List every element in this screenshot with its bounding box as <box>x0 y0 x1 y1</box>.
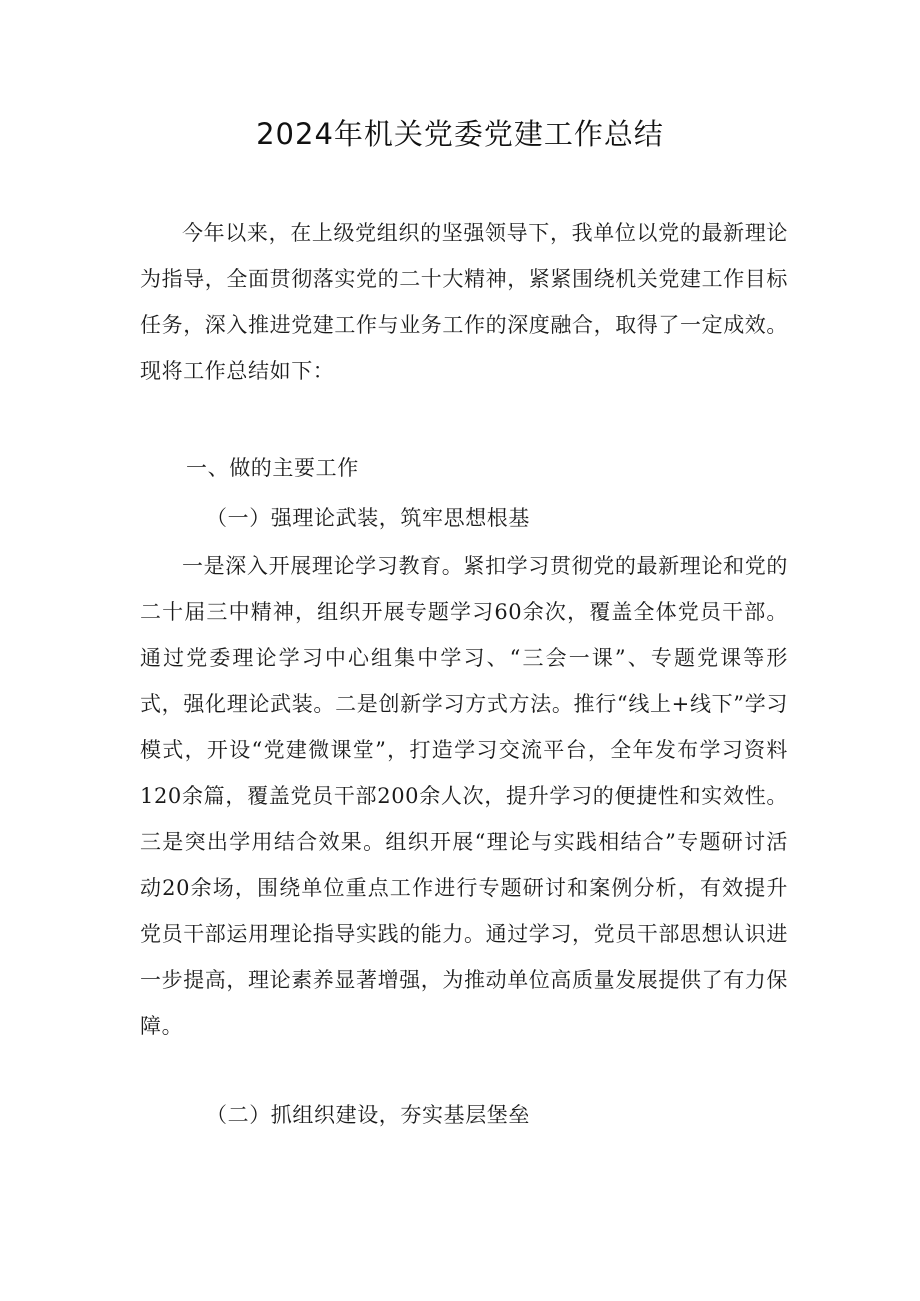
intro-paragraph: 今年以来，在上级党组织的坚强领导下，我单位以党的最新理论为指导，全面贯彻落实党的二十大精神，紧紧围绕机关党建工作目标任务，深入推进党建工作与业务工作的深度融合，取得了一定成效。现将工作总结如下： <box>140 221 788 383</box>
section-heading: 一、做的主要工作 <box>186 456 359 480</box>
subsection-heading-2: （二）抓组织建设，夯实基层堡垒 <box>206 1103 530 1127</box>
subsection-heading-1: （一）强理论武装，筑牢思想根基 <box>206 506 530 530</box>
subsection-1-paragraph: 一是深入开展理论学习教育。紧扣学习贯彻党的最新理论和党的二十届三中精神，组织开展专题学习60余次，覆盖全体党员干部。通过党委理论学习中心组集中学习、“三会一课”、专题党课等形式，强化理论武装。二是创新学习方式方法。推行“线上+线下”学习模式，开设“党建微课堂”，打造学习交流平台，全年发布学习资料120余篇，覆盖党员干部200余人次，提升学习的便捷性和实效性。三是突出学用结合效果。组织开展“理论与实践相结合”专题研讨活动20余场，围绕单位重点工作进行专题研讨和案例分析，有效提升党员干部运用理论指导实践的能力。通过学习，党员干部思想认识进一步提高，理论素养显著增强，为推动单位高质量发展提供了有力保障。 <box>140 554 788 1038</box>
document-title: 2024年机关党委党建工作总结 <box>256 117 664 151</box>
